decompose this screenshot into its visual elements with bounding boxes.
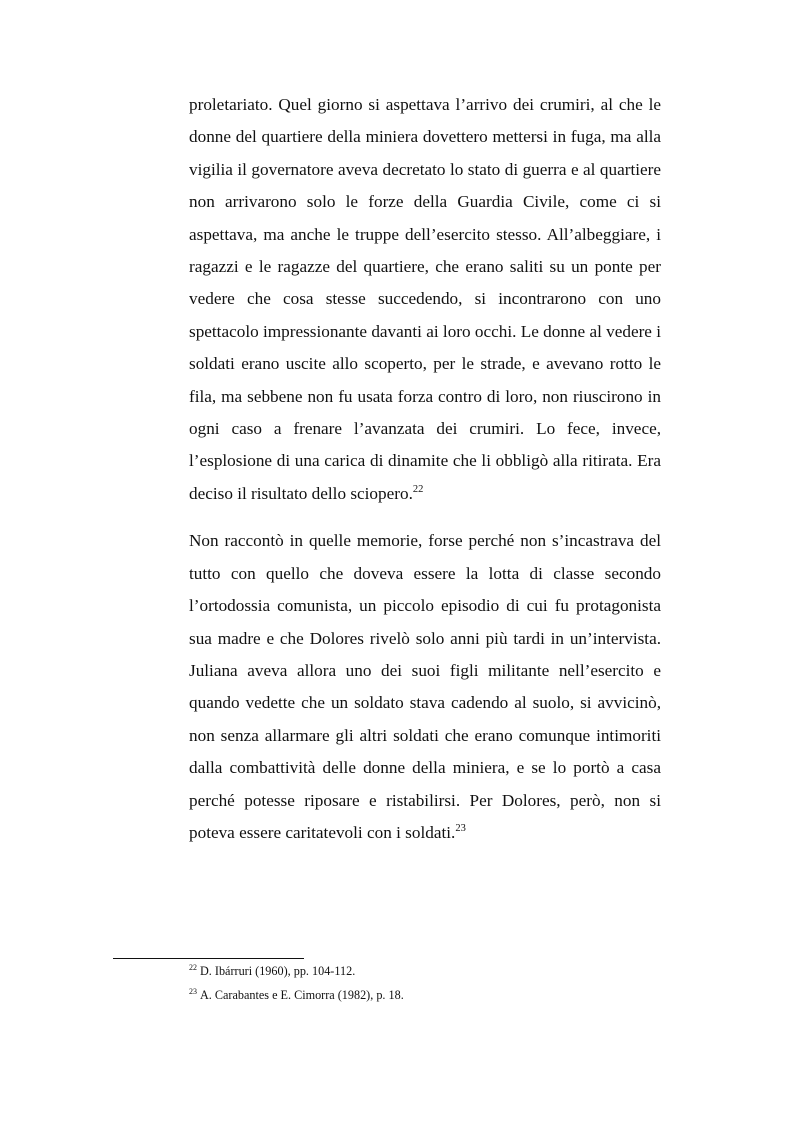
paragraph-1-text: proletariato. Quel giorno si aspettava l’arrivo dei crumiri, al che le donne del quartiere della miniera dovettero mettersi in fuga, ma alla vigilia il governatore aveva decretato lo stato di guerra e al quartiere non arrivarono solo le forze della Guardia Civile, come ci si aspettava, ma anche le truppe dell’esercito stesso. All’albeggiare, i ragazzi e le ragazze del quartiere, che erano saliti su un ponte per vedere che cosa stesse succedendo, si incontrarono con uno spettacolo impressionante davanti ai loro occhi. Le donne al vedere i soldati erano uscite allo scoperto, per le strade, e avevano rotto le fila, ma sebbene non fu usata forza contro di loro, non riuscirono in ogni caso a frenare l’avanzata dei crumiri. Lo fece, invece, l’esplosione di una carica di dinamite che li obbligò alla ritirata. Era deciso il risultato dello sciopero. <box>189 95 662 503</box>
body-text <box>189 89 661 849</box>
paragraph-2-text: Non raccontò in quelle memorie, forse perché non s’incastrava del tutto con quello che doveva essere la lotta di classe secondo l’ortodossia comunista, un piccolo episodio di cui fu protagonista sua madre e che Dolores rivelò solo anni più tardi in un’intervista. Juliana aveva allora uno dei suoi figli militante nell’esercito e quando vedette che un soldato stava cadendo al suolo, si avvicinò, non senza allarmare gli altri soldati che erano comunque intimoriti dalla combattività delle donne della miniera, e se lo portò a casa perché potesse riposare e ristabilirsi. Per Dolores, però, non si poteva essere caritatevoli con i soldati. <box>189 531 661 842</box>
footnote-separator <box>113 958 304 959</box>
footnote-number: 22 <box>189 963 197 972</box>
paragraph-1 <box>189 89 661 510</box>
footnote-ref-22: 22 <box>412 483 424 495</box>
footnote-23 <box>189 988 661 1003</box>
footnote-ref-23: 23 <box>455 822 466 834</box>
footnotes <box>189 964 661 1003</box>
paragraph-2 <box>189 525 661 849</box>
footnote-text: A. Carabantes e E. Cimorra (1982), p. 18. <box>200 988 404 1002</box>
footnote-22 <box>189 964 661 979</box>
footnote-text: D. Ibárruri (1960), pp. 104-112. <box>200 964 356 978</box>
footnote-number: 23 <box>189 987 197 996</box>
